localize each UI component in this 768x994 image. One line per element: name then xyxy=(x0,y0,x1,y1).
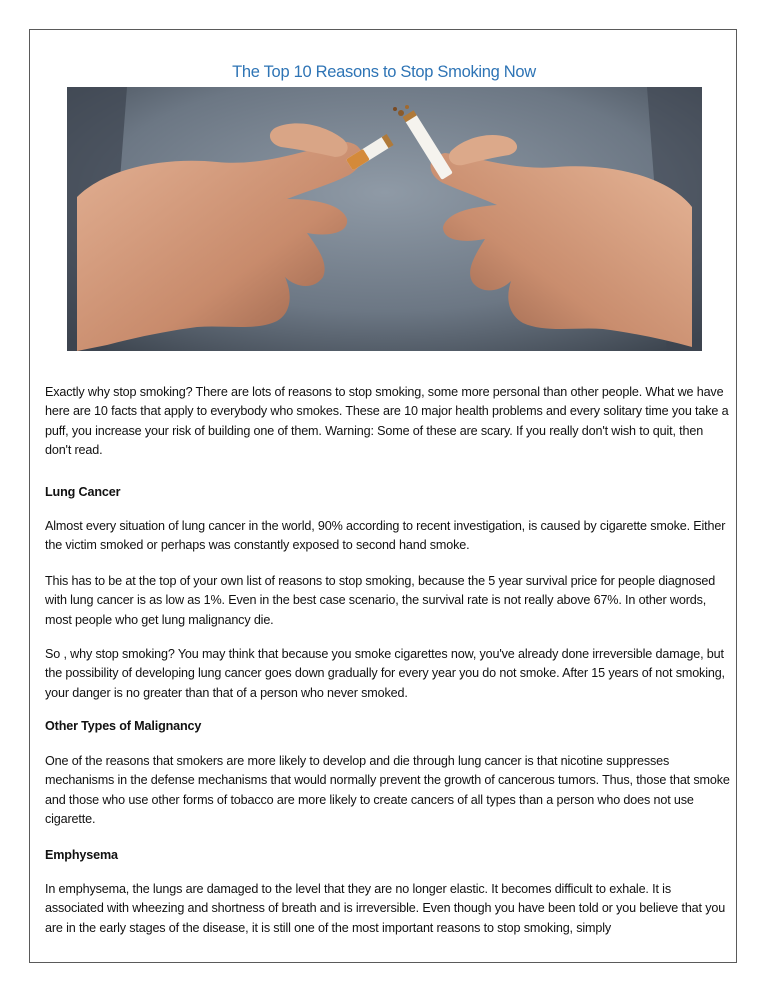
heading-emphysema xyxy=(45,846,730,865)
paragraph-malignancy xyxy=(45,752,730,830)
lung-cancer-text-2: This has to be at the top of your own list of reasons to stop smoking, because the 5 year survival price for people diagnosed with lung cancer is as low as 1%. Even in the best case scenario, the survival rate is not really above 67%. In other words, most people who get lung malignancy die. xyxy=(45,574,716,627)
emphysema-text: In emphysema, the lungs are damaged to the level that they are no longer elastic. It becomes difficult to exhale. It is associated with wheezing and shortness of breath and is irreversible. Even though you have been told or you believe that you are in the early stages of the disease, it is still one of the most important reasons to stop smoking, simply xyxy=(45,882,726,935)
heading-emphysema-text: Emphysema xyxy=(45,848,118,862)
hands-breaking-cigarette-photo xyxy=(67,87,702,351)
heading-other-malignancy xyxy=(45,717,730,736)
paragraph-emphysema xyxy=(45,880,730,938)
heading-other-malignancy-text: Other Types of Malignancy xyxy=(45,719,202,733)
paragraph-lung-cancer-1 xyxy=(45,517,730,556)
malignancy-text: One of the reasons that smokers are more likely to develop and die through lung cancer is that nicotine suppresses mechanisms in the defense mechanisms that would normally prevent the growth of cancerous tumors. Thus, those that smoke and those who use other forms of tobacco are more likely to create cancers of all types than a person who does not use cigarette. xyxy=(45,754,730,827)
paragraph-intro xyxy=(45,383,730,461)
intro-text: Exactly why stop smoking? There are lots of reasons to stop smoking, some more personal than other people. What we have here are 10 facts that apply to everybody who smokes. These are 10 major health problems and every solitary time you take a puff, you increase your risk of building one of them. Warning: Some of these are scary. If you really don't wish to quit, then don't read. xyxy=(45,385,729,458)
paragraph-lung-cancer-2 xyxy=(45,572,730,630)
paragraph-lung-cancer-3 xyxy=(45,645,730,703)
document-title: The Top 10 Reasons to Stop Smoking Now xyxy=(232,63,536,81)
lung-cancer-text-3: So , why stop smoking? You may think that because you smoke cigarettes now, you've already done irreversible damage, but the possibility of developing lung cancer goes down gradually for every year you do not smoke. After 15 years of not smoking, your danger is no greater than that of a person who never smoked. xyxy=(45,647,725,700)
heading-lung-cancer-text: Lung Cancer xyxy=(45,485,121,499)
lung-cancer-text-1: Almost every situation of lung cancer in the world, 90% according to recent investigation, is caused by cigarette smoke. Either the victim smoked or perhaps was constantly exposed to second hand smoke. xyxy=(45,519,726,553)
heading-lung-cancer xyxy=(45,483,730,502)
